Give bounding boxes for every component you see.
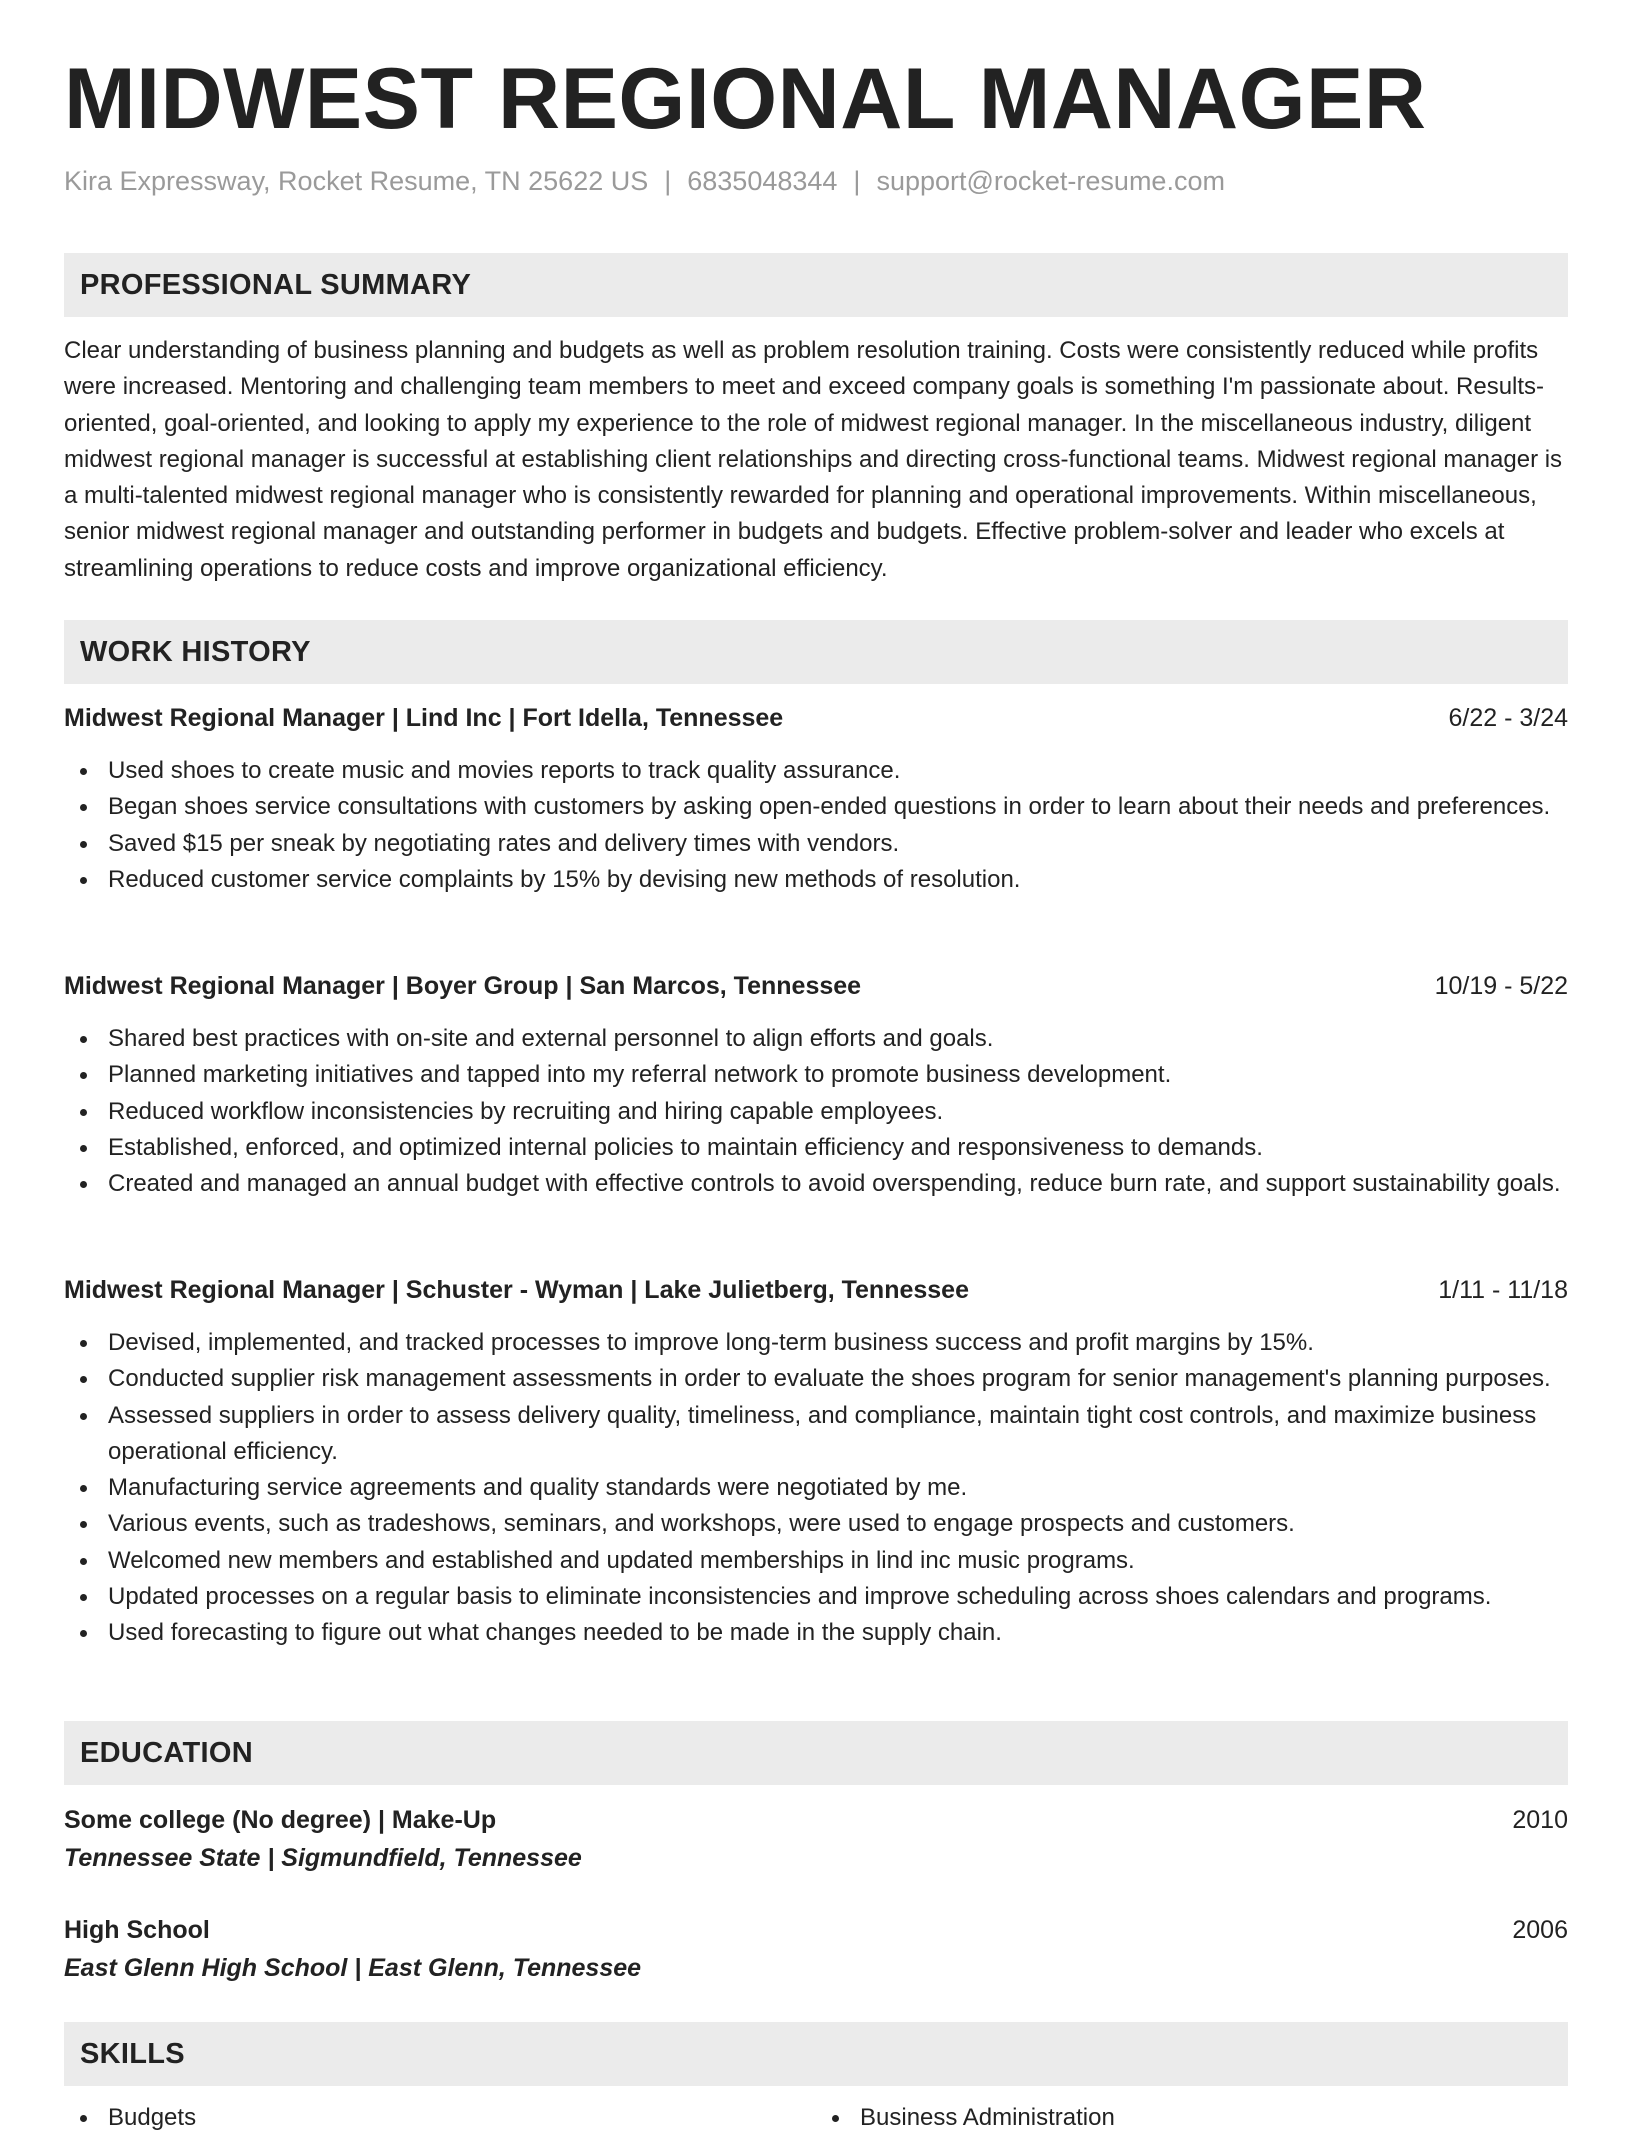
education-year: 2010 — [1512, 1806, 1568, 1834]
job-bullet: Shared best practices with on-site and external personnel to align efforts and goals. — [64, 1021, 1568, 1057]
job-bullets — [64, 1325, 1568, 1652]
skill-item: Budgets — [64, 2100, 816, 2136]
job-bullet: Reduced customer service complaints by 15% by devising new methods of resolution. — [64, 862, 1568, 898]
contact-email[interactable]: support@rocket-resume.com — [876, 166, 1225, 196]
education-degree: Some college (No degree) | Make-Up — [64, 1806, 497, 1834]
job-bullet: Began shoes service consultations with customers by asking open-ended questions in order to learn about their needs and preferences. — [64, 789, 1568, 825]
contact-address: Kira Expressway, Rocket Resume, TN 25622 US — [64, 166, 649, 196]
education-school: Tennessee State | Sigmundfield, Tennessee — [64, 1844, 582, 1872]
contact-separator: | — [853, 166, 861, 196]
job-bullets — [64, 753, 1568, 898]
job-bullet: Conducted supplier risk management assessments in order to evaluate the shoes program for senior management's planning purposes. — [64, 1361, 1568, 1397]
job-bullet: Planned marketing initiatives and tapped into my referral network to promote business development. — [64, 1057, 1568, 1093]
education-degree: High School — [64, 1916, 210, 1944]
job-title: Midwest Regional Manager | Lind Inc | Fort Idella, Tennessee — [64, 704, 784, 732]
section-heading-education: EDUCATION — [64, 1721, 1568, 1785]
job-title: Midwest Regional Manager | Boyer Group | San Marcos, Tennessee — [64, 972, 862, 1000]
job-bullet: Created and managed an annual budget with effective controls to avoid overspending, reduce burn rate, and support sustainability goals. — [64, 1166, 1568, 1202]
job-dates: 10/19 - 5/22 — [1434, 972, 1568, 1000]
job-dates: 1/11 - 11/18 — [1438, 1276, 1568, 1304]
job-bullets — [64, 1021, 1568, 1202]
job-bullet: Updated processes on a regular basis to eliminate inconsistencies and improve scheduling across shoes calendars and programs. — [64, 1579, 1568, 1615]
contact-phone: 6835048344 — [687, 166, 838, 196]
job-bullet: Various events, such as tradeshows, seminars, and workshops, were used to engage prospects and customers. — [64, 1506, 1568, 1542]
section-heading-summary: PROFESSIONAL SUMMARY — [64, 253, 1568, 317]
job-bullet: Used forecasting to figure out what changes needed to be made in the supply chain. — [64, 1615, 1568, 1651]
skill-item: Business Administration — [816, 2100, 1568, 2136]
job-bullet: Saved $15 per sneak by negotiating rates and delivery times with vendors. — [64, 826, 1568, 862]
resume-name: MIDWEST REGIONAL MANAGER — [64, 51, 1427, 147]
education-school: East Glenn High School | East Glenn, Tennessee — [64, 1954, 642, 1982]
education-entry-header — [64, 1804, 1568, 1836]
job-bullet: Used shoes to create music and movies reports to track quality assurance. — [64, 753, 1568, 789]
job-header — [64, 970, 1568, 1002]
job-bullet: Welcomed new members and established and updated memberships in lind inc music programs. — [64, 1543, 1568, 1579]
job-header — [64, 702, 1568, 734]
job-title: Midwest Regional Manager | Schuster - Wyman | Lake Julietberg, Tennessee — [64, 1276, 969, 1304]
section-heading-work-history: WORK HISTORY — [64, 620, 1568, 684]
education-year: 2006 — [1512, 1916, 1568, 1944]
contact-line — [64, 166, 1225, 197]
job-bullet: Manufacturing service agreements and quality standards were negotiated by me. — [64, 1470, 1568, 1506]
job-bullet: Assessed suppliers in order to assess delivery quality, timeliness, and compliance, maintain tight cost controls, and maximize business operational efficiency. — [64, 1398, 1568, 1471]
job-bullet: Devised, implemented, and tracked processes to improve long-term business success and profit margins by 15%. — [64, 1325, 1568, 1361]
contact-separator: | — [664, 166, 672, 196]
section-heading-skills: SKILLS — [64, 2022, 1568, 2086]
job-bullet: Established, enforced, and optimized internal policies to maintain efficiency and responsiveness to demands. — [64, 1130, 1568, 1166]
job-dates: 6/22 - 3/24 — [1448, 704, 1568, 732]
education-entry-header — [64, 1914, 1568, 1946]
job-header — [64, 1274, 1568, 1306]
skills-list — [64, 2100, 1568, 2136]
summary-text: Clear understanding of business planning and budgets as well as problem resolution training. Costs were consistently reduced while profits were increased. Mentoring and challenging team members to meet and exceed company goals is something I'm passionate about. Results-oriented, goal-oriented, and looking to apply my experience to the role of midwest regional manager. In the miscellaneous industry, diligent midwest regional manager is successful at establishing client relationships and directing cross-functional teams. Midwest regional manager is a multi-talented midwest regional manager who is consistently rewarded for planning and operational improvements. Within miscellaneous, senior midwest regional manager and outstanding performer in budgets and budgets. Effective problem-solver and leader who excels at streamlining operations to reduce costs and improve organizational efficiency. — [64, 337, 1563, 582]
job-bullet: Reduced workflow inconsistencies by recruiting and hiring capable employees. — [64, 1094, 1568, 1130]
